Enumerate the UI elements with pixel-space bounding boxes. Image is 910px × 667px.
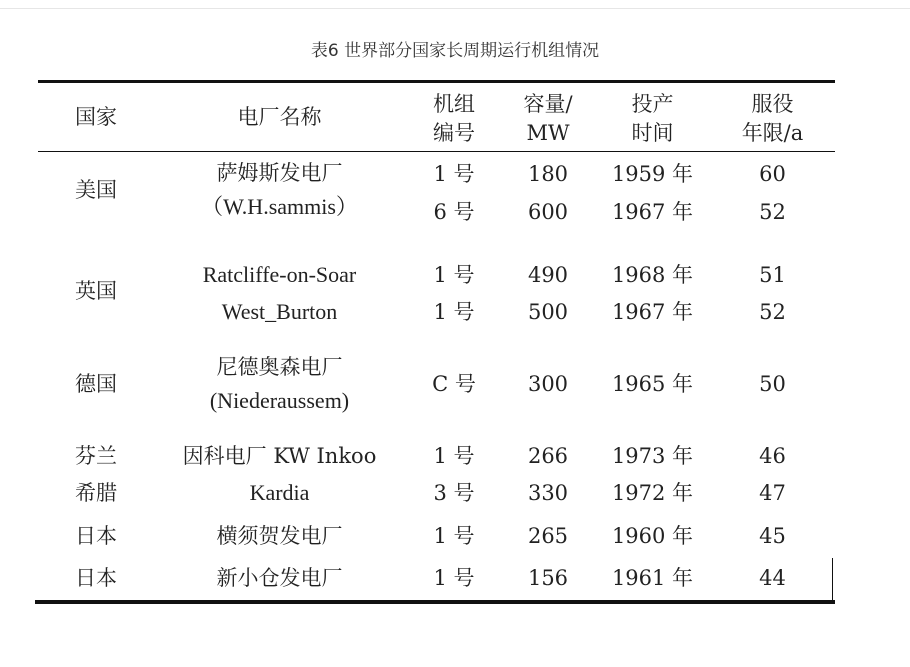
plant-name: West_Burton — [221, 299, 338, 324]
capacity: 490 — [527, 263, 569, 287]
capacity: 600 — [527, 200, 569, 224]
top-separator — [0, 8, 910, 9]
capacity: 300 — [527, 372, 569, 396]
unit-number: 3 号 — [433, 481, 475, 505]
unit-number: 1 号 — [433, 524, 475, 548]
capacity: 156 — [527, 566, 569, 590]
service-life: 45 — [759, 524, 786, 548]
country-cell: 日本 — [75, 566, 117, 590]
service-life: 50 — [759, 372, 786, 396]
service-life: 52 — [759, 300, 786, 324]
commission-year: 1960 年 — [611, 524, 694, 548]
unit-number: 1 号 — [433, 300, 475, 324]
capacity: 180 — [527, 162, 569, 186]
unit-number: C 号 — [432, 372, 476, 396]
plant-name: 因科电厂 KW Inkoo — [182, 444, 377, 468]
commission-year: 1961 年 — [611, 566, 694, 590]
country-cell: 芬兰 — [75, 444, 117, 468]
table-header-rule — [38, 151, 835, 152]
service-life: 46 — [759, 444, 786, 468]
service-life: 47 — [759, 481, 786, 505]
header-commission-line1: 投产 — [631, 92, 674, 116]
plant-name-line1: 尼德奥森电厂 — [216, 355, 343, 379]
service-life: 60 — [759, 162, 786, 186]
country-cell: 日本 — [75, 524, 117, 548]
plant-name-line2: （W.H.sammis） — [201, 194, 358, 219]
service-life: 51 — [759, 263, 786, 287]
service-life: 44 — [759, 566, 786, 590]
unit-number: 1 号 — [433, 162, 475, 186]
header-country: 国家 — [75, 105, 117, 129]
header-plant: 电厂名称 — [237, 105, 322, 129]
country-cell: 美国 — [75, 178, 117, 202]
commission-year: 1965 年 — [611, 372, 694, 396]
commission-year: 1972 年 — [611, 481, 694, 505]
commission-year: 1967 年 — [611, 300, 694, 324]
service-life: 52 — [759, 200, 786, 224]
header-capacity-line1: 容量/ — [523, 92, 573, 116]
header-service-line1: 服役 — [751, 92, 794, 116]
plant-name-line1: 萨姆斯发电厂 — [216, 161, 343, 185]
header-capacity-line2: MW — [526, 121, 570, 145]
header-service-line2: 年限/a — [741, 121, 804, 145]
header-commission-line2: 时间 — [631, 121, 674, 145]
plant-name: Kardia — [249, 480, 310, 505]
table-top-rule — [38, 80, 835, 83]
commission-year: 1968 年 — [611, 263, 694, 287]
country-cell: 英国 — [75, 279, 117, 303]
commission-year: 1973 年 — [611, 444, 694, 468]
plant-name: Ratcliffe-on-Soar — [202, 262, 357, 287]
plant-name: 新小仓发电厂 — [216, 566, 343, 590]
plant-name-line2: (Niederaussem) — [209, 388, 350, 413]
header-unit-line1: 机组 — [433, 92, 475, 116]
table-bottom-rule — [35, 600, 835, 604]
country-cell: 希腊 — [75, 481, 117, 505]
commission-year: 1959 年 — [611, 162, 694, 186]
capacity: 265 — [527, 524, 569, 548]
table-title: 表6 世界部分国家长周期运行机组情况 — [310, 41, 600, 61]
plant-name: 横须贺发电厂 — [216, 524, 343, 548]
capacity: 500 — [527, 300, 569, 324]
capacity: 330 — [527, 481, 569, 505]
unit-number: 1 号 — [433, 444, 475, 468]
unit-number: 1 号 — [433, 566, 475, 590]
unit-number: 6 号 — [433, 200, 475, 224]
unit-number: 1 号 — [433, 263, 475, 287]
country-cell: 德国 — [75, 372, 117, 396]
commission-year: 1967 年 — [611, 200, 694, 224]
capacity: 266 — [527, 444, 569, 468]
header-unit-line2: 编号 — [433, 121, 475, 145]
